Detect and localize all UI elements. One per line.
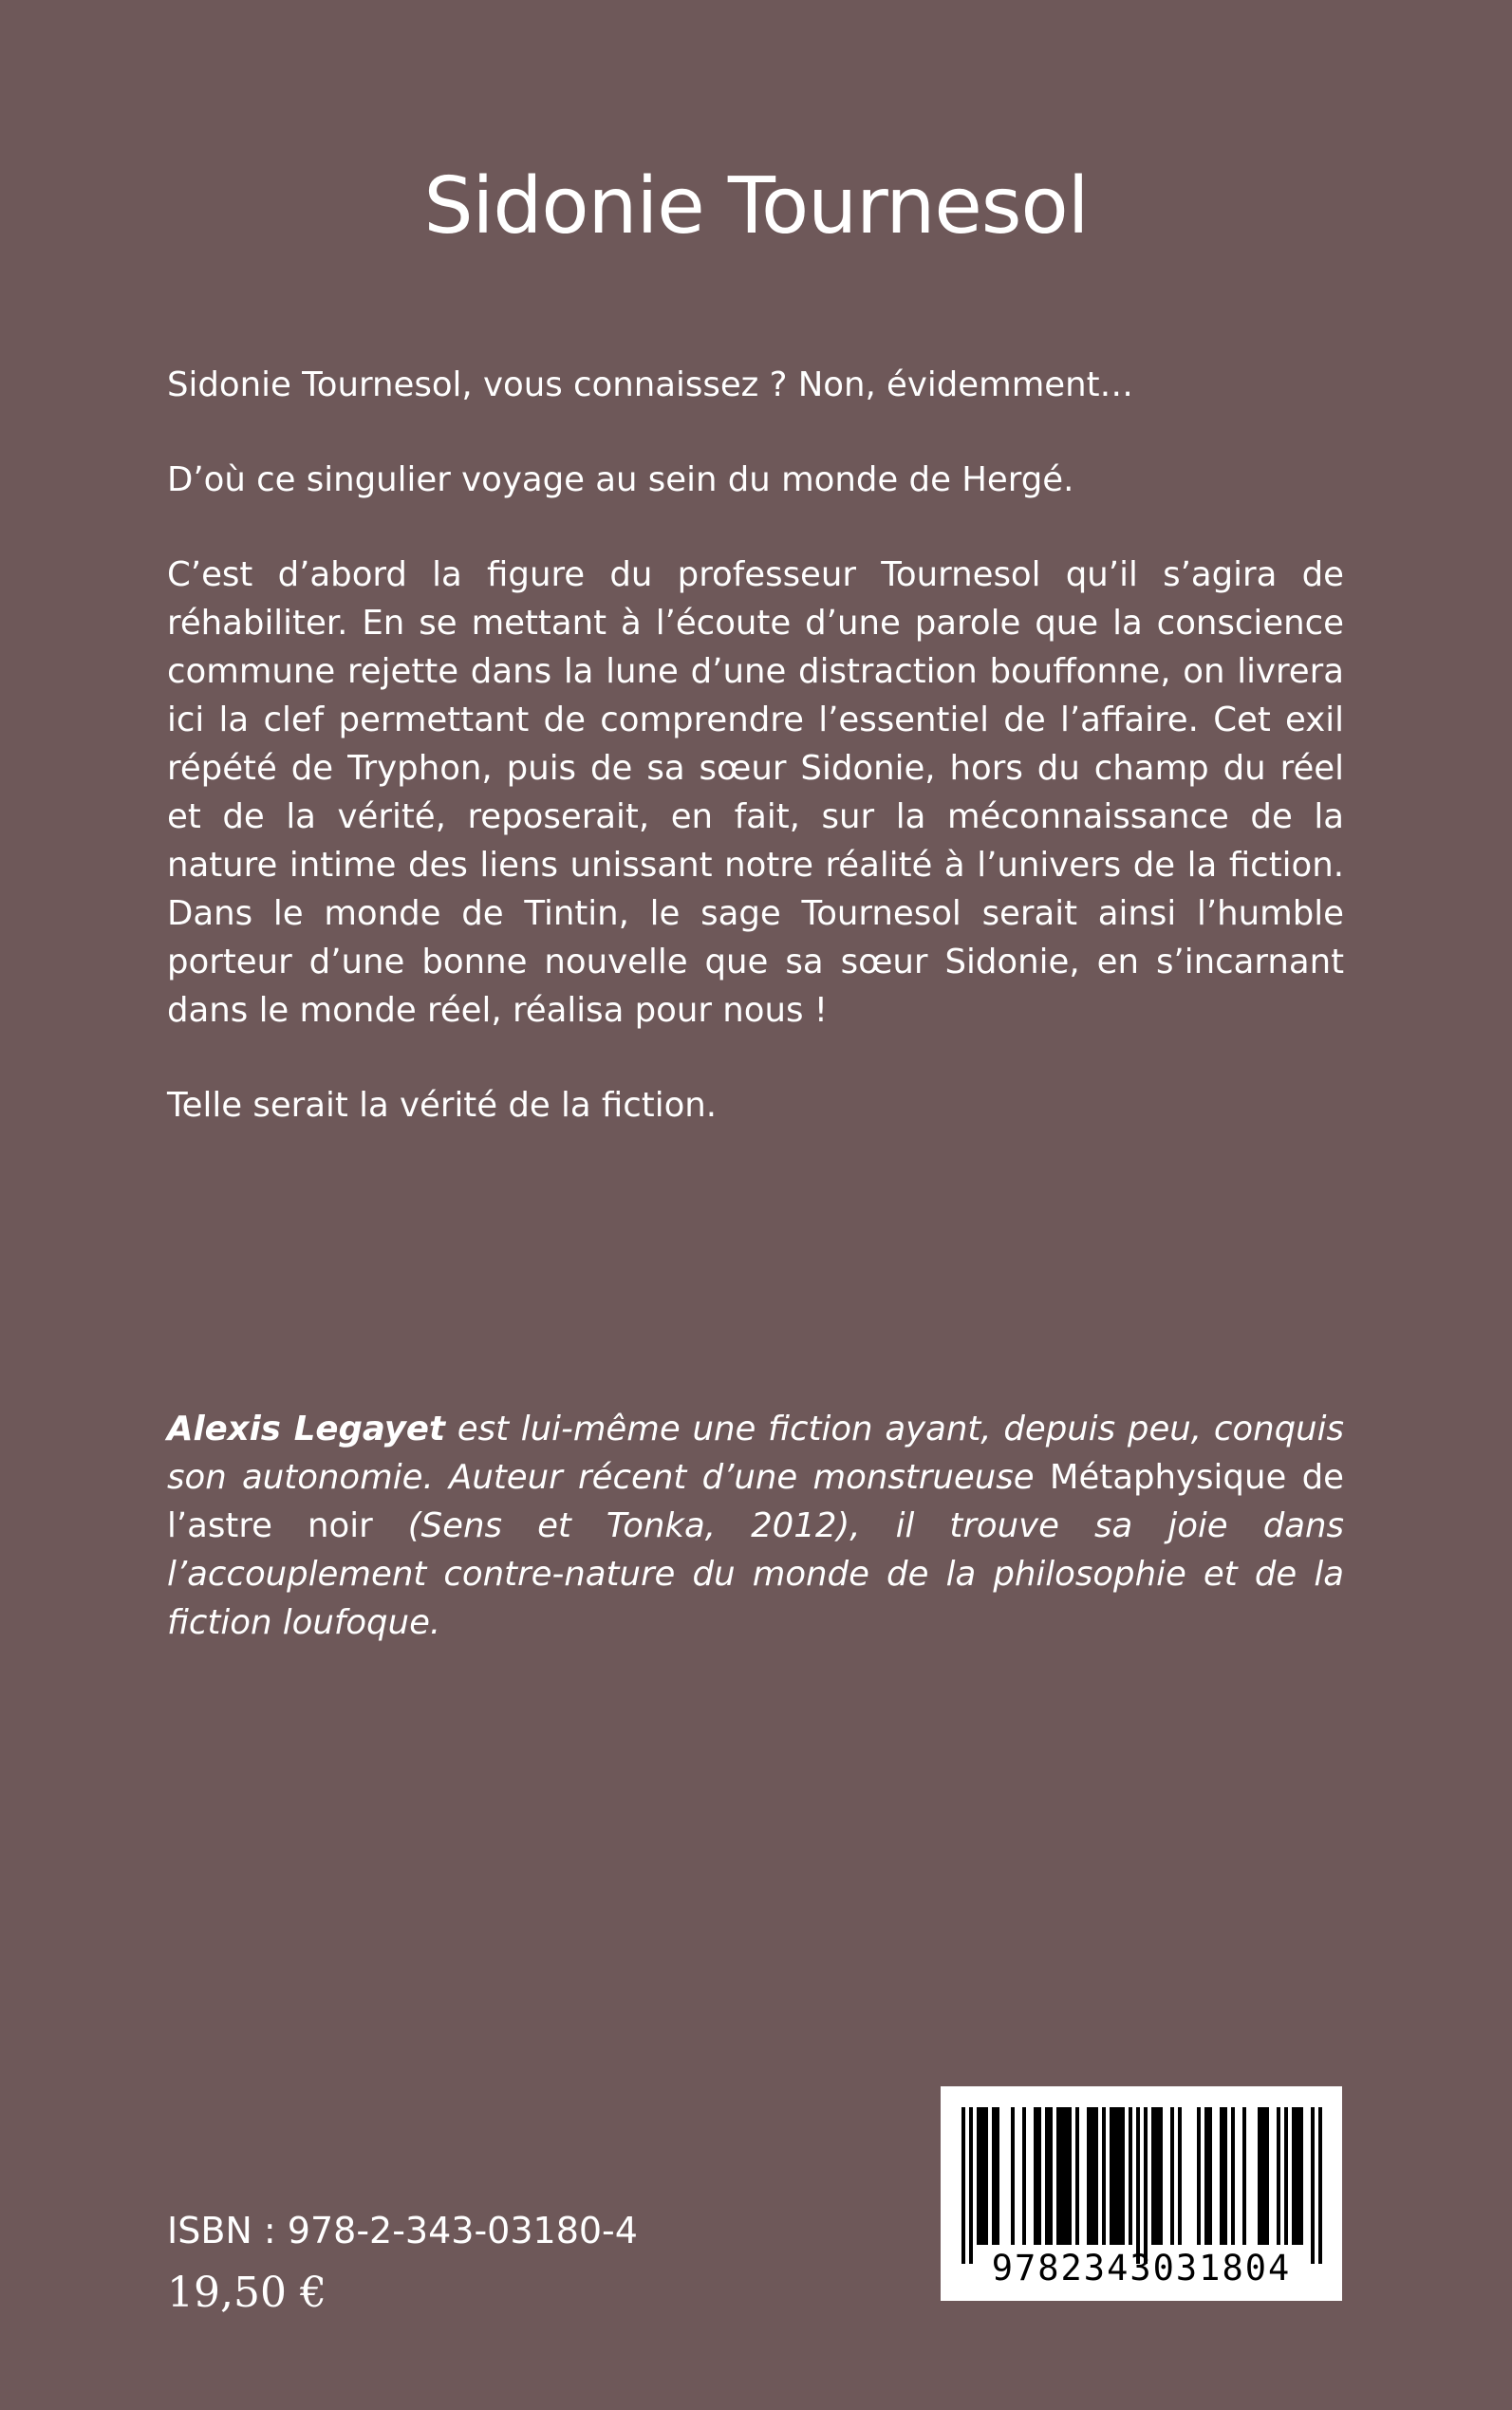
- author-book-title: Métaphysique de l’astre noir: [167, 1458, 1344, 1545]
- barcode-bar: [1296, 2107, 1299, 2245]
- barcode-bar: [1113, 2107, 1117, 2245]
- barcode-bar: [1231, 2107, 1235, 2245]
- barcode-bar: [1151, 2107, 1155, 2245]
- barcode-bar: [996, 2107, 999, 2245]
- barcode-bar: [977, 2107, 980, 2245]
- barcode-bar: [1075, 2107, 1079, 2245]
- barcode-bar: [984, 2107, 988, 2245]
- barcode-bar: [1110, 2107, 1113, 2245]
- barcode-bar: [1220, 2107, 1223, 2245]
- barcode-bar: [1091, 2107, 1094, 2245]
- barcode-bar: [1102, 2107, 1106, 2245]
- barcode-bar: [1170, 2107, 1174, 2245]
- blurb: [167, 361, 1344, 1176]
- barcode-bar: [1284, 2107, 1288, 2245]
- barcode-bar: [1159, 2107, 1163, 2245]
- barcode-bar: [969, 2107, 973, 2264]
- author-name: Alexis Legayet: [167, 1410, 445, 1448]
- barcode-bar: [1208, 2107, 1212, 2245]
- barcode-bar: [980, 2107, 984, 2245]
- author-bio-text: est lui-même une fiction ayant, depuis peu, conquis son autonomie. Auteur récent d’une monstrueuse: [167, 1410, 1345, 1497]
- barcode-bar: [1056, 2107, 1060, 2245]
- barcode-bar: [1121, 2107, 1125, 2245]
- author-bio-text: (Sens et Tonka, 2012), il trouve sa joie dans l’accouplement contre-nature du monde de la philosophie et de la fiction loufoque.: [167, 1506, 1344, 1642]
- isbn: ISBN : 978-2-343-03180-4: [167, 2210, 638, 2251]
- blurb-paragraph: C’est d’abord la figure du professeur Tournesol qu’il s’agira de réhabiliter. En se mettant à l’écoute d’une parole que la conscience commune rejette dans la lune d’une distraction bouffonne, on livrera ici la clef permettant de comprendre l’essentiel de l’affaire. Cet exil répété de Tryphon, puis de sa sœur Sidonie, hors du champ du réel et de la vérité, reposerait, en fait, sur la méconnaissance de la nature intime des liens unissant notre réalité à l’univers de la fiction. Dans le monde de Tintin, le sage Tournesol serait ainsi l’humble porteur d’une bonne nouvelle que sa sœur Sidonie, en s’incarnant dans le monde réel, réalisa pour nous !: [167, 555, 1344, 1030]
- barcode-bar: [1049, 2107, 1053, 2245]
- book-title: Sidonie Tournesol: [423, 161, 1089, 252]
- price: 19,50 €: [167, 2269, 327, 2317]
- barcode-bar: [992, 2107, 996, 2245]
- barcode-bar: [1037, 2107, 1041, 2245]
- barcode-bar: [1011, 2107, 1015, 2245]
- barcode-bar: [1223, 2107, 1227, 2245]
- blurb-paragraph: D’où ce singulier voyage au sein du monde de Hergé.: [167, 460, 1074, 499]
- barcode-bar: [1299, 2107, 1303, 2245]
- author-bio: [167, 1405, 1344, 1647]
- barcode-bar: [1136, 2107, 1140, 2264]
- barcode-bar: [1318, 2107, 1322, 2264]
- barcode-bar: [1197, 2107, 1201, 2245]
- barcode-digits: 9782343031804: [991, 2248, 1292, 2289]
- barcode-bar: [1034, 2107, 1037, 2245]
- barcode-bar: [1087, 2107, 1091, 2245]
- barcode-bar: [1144, 2107, 1148, 2264]
- barcode-bar: [1178, 2107, 1182, 2245]
- barcode-bar: [1261, 2107, 1265, 2245]
- barcode-bar: [1265, 2107, 1269, 2245]
- barcode-bar: [1311, 2107, 1315, 2264]
- barcode-bar: [1117, 2107, 1121, 2245]
- barcode-bar: [1045, 2107, 1049, 2245]
- barcode-bar: [1064, 2107, 1068, 2245]
- barcode-bar: [1022, 2107, 1026, 2245]
- blurb-paragraph: Telle serait la vérité de la fiction.: [167, 1086, 718, 1125]
- barcode-bar: [1204, 2107, 1208, 2245]
- barcode-bar: [961, 2107, 965, 2264]
- barcode-bar: [1277, 2107, 1280, 2245]
- barcode-bar: [1155, 2107, 1159, 2245]
- barcode-bar: [1094, 2107, 1098, 2245]
- barcode: [941, 2086, 1342, 2301]
- barcode-bar: [1060, 2107, 1064, 2245]
- barcode-bar: [1068, 2107, 1072, 2245]
- barcode-bar: [1258, 2107, 1261, 2245]
- barcode-bar: [1292, 2107, 1296, 2245]
- barcode-bar: [1129, 2107, 1132, 2245]
- barcode-bar: [1242, 2107, 1246, 2245]
- blurb-paragraph: Sidonie Tournesol, vous connaissez ? Non, évidemment…: [167, 365, 1134, 404]
